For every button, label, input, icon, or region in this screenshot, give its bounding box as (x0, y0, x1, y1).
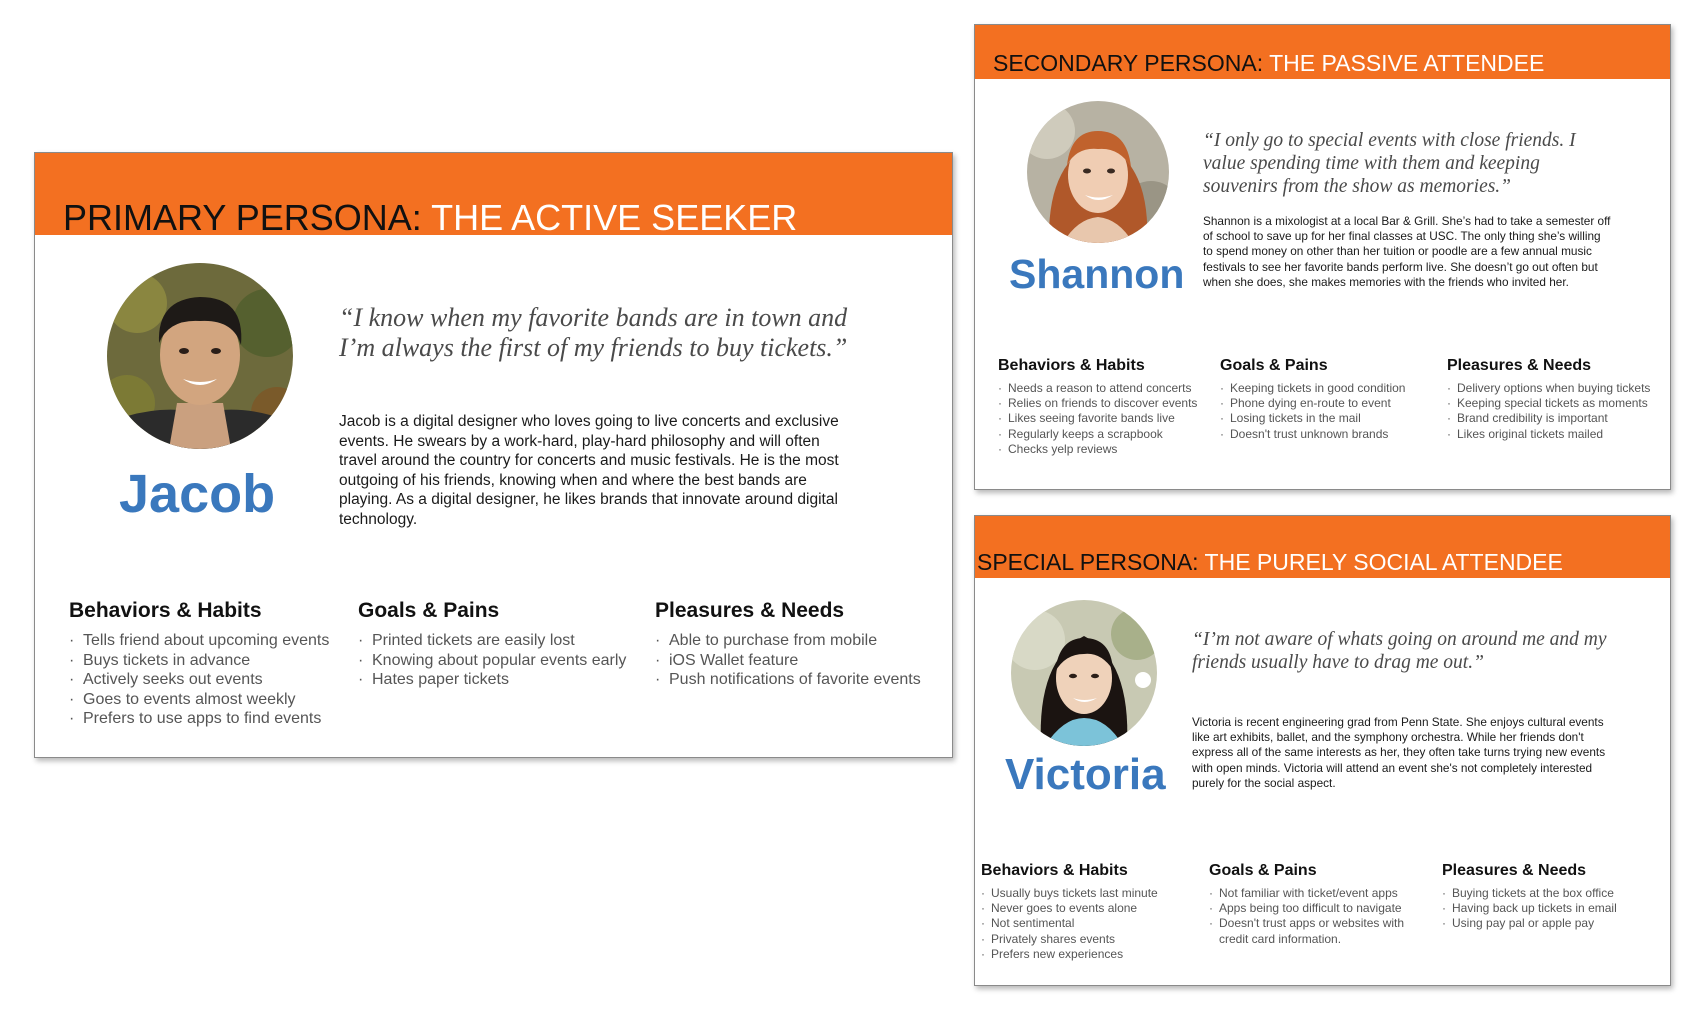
column-heading: Behaviors & Habits (998, 357, 1145, 374)
list-item: · Having back up tickets in email (1442, 901, 1617, 916)
list-item: · Never goes to events alone (981, 901, 1158, 916)
list-item: · Doesn't trust apps or websites with credit card information. (1209, 916, 1424, 946)
primary-title-accent: THE ACTIVE SEEKER (431, 197, 798, 238)
list-item: · Push notifications of favorite events (655, 670, 921, 690)
secondary-persona-title (993, 50, 1544, 77)
list-item: · Likes seeing favorite bands live (998, 411, 1197, 426)
primary-title-label: PRIMARY PERSONA: (63, 197, 422, 238)
list-item: · Keeping special tickets as moments (1447, 396, 1650, 411)
column-heading: Pleasures & Needs (1442, 862, 1587, 879)
victoria-avatar (1011, 600, 1157, 746)
list-item: · Knowing about popular events early (358, 651, 626, 671)
list-item: · Checks yelp reviews (998, 442, 1197, 457)
list-item: · Apps being too difficult to navigate (1209, 901, 1424, 916)
list-item: · iOS Wallet feature (655, 651, 921, 671)
list-item: · Buys tickets in advance (69, 651, 329, 671)
column-heading: Pleasures & Needs (655, 599, 845, 622)
list-item: · Usually buys tickets last minute (981, 886, 1158, 901)
list-item: · Brand credibility is important (1447, 411, 1650, 426)
persona-quote: “I only go to special events with close friends. I value spending time with them and keeping souvenirs from the show as memories.” (1203, 130, 1576, 197)
column-heading: Goals & Pains (1209, 862, 1317, 879)
list-item: · Prefers to use apps to find events (69, 709, 329, 729)
list-item: · Regularly keeps a scrapbook (998, 427, 1197, 442)
special-title-label: SPECIAL PERSONA: (977, 549, 1199, 575)
special-persona-card (974, 515, 1671, 986)
column-heading: Goals & Pains (358, 599, 500, 622)
pleasures-needs-column (1447, 357, 1650, 442)
goals-pains-column (1220, 357, 1405, 442)
list-item: · Buying tickets at the box office (1442, 886, 1617, 901)
behaviors-habits-column (981, 862, 1158, 962)
list-item: · Hates paper tickets (358, 670, 626, 690)
list-item: · Needs a reason to attend concerts (998, 381, 1197, 396)
secondary-title-accent: THE PASSIVE ATTENDEE (1269, 50, 1545, 76)
special-persona-title (977, 549, 1563, 576)
list-item: · Goes to events almost weekly (69, 690, 329, 710)
primary-persona-title (63, 197, 797, 239)
shannon-avatar (1027, 101, 1169, 243)
list-item: · Losing tickets in the mail (1220, 411, 1405, 426)
column-heading: Goals & Pains (1220, 357, 1328, 374)
goals-pains-column (1209, 862, 1424, 947)
list-item: · Privately shares events (981, 932, 1158, 947)
list-item: · Phone dying en-route to event (1220, 396, 1405, 411)
list-item: · Delivery options when buying tickets (1447, 381, 1650, 396)
list-item: · Likes original tickets mailed (1447, 427, 1650, 442)
list-item: · Using pay pal or apple pay (1442, 916, 1617, 931)
persona-quote: “I’m not aware of whats going on around me and my friends usually have to drag me out.” (1192, 629, 1607, 673)
persona-name: Victoria (1005, 750, 1166, 799)
jacob-avatar (107, 263, 293, 449)
list-item: · Able to purchase from mobile (655, 631, 921, 651)
persona-bio: Shannon is a mixologist at a local Bar & Grill. She’s had to take a semester off of school to save up for her final classes at USC. The only thing she’s willing to spend money on other than her tuition or poodle are a few annual music festivals to see her favorite bands perform live. She doesn’t go out often but when she does, she makes memories with the friends who invited her. (1203, 214, 1611, 289)
list-item: · Doesn't trust unknown brands (1220, 427, 1405, 442)
behaviors-habits-column (998, 357, 1197, 457)
secondary-persona-card (974, 24, 1671, 490)
pleasures-needs-column (1442, 862, 1617, 932)
list-item: · Printed tickets are easily lost (358, 631, 626, 651)
column-heading: Behaviors & Habits (69, 599, 262, 622)
list-item: · Prefers new experiences (981, 947, 1158, 962)
persona-name: Shannon (1009, 251, 1185, 297)
persona-bio: Jacob is a digital designer who loves going to live concerts and exclusive events. He swears by a work-hard, play-hard philosophy and will often travel around the country for concerts and music festivals. He is the most outgoing of his friends, knowing when and where the best bands are playing. As a digital designer, he likes brands that innovate around digital technology. (339, 413, 839, 528)
goals-pains-column (358, 599, 626, 690)
behaviors-habits-column (69, 599, 329, 729)
list-item: · Keeping tickets in good condition (1220, 381, 1405, 396)
special-title-accent: THE PURELY SOCIAL ATTENDEE (1204, 549, 1563, 575)
list-item: · Not sentimental (981, 916, 1158, 931)
list-item: · Tells friend about upcoming events (69, 631, 329, 651)
persona-quote: “I know when my favorite bands are in town and I’m always the first of my friends to buy tickets.” (339, 303, 848, 362)
column-heading: Pleasures & Needs (1447, 357, 1592, 374)
persona-bio: Victoria is recent engineering grad from Penn State. She enjoys cultural events like art exhibits, ballet, and the symphony orchestra. While her friends don't express all of the same interests as her, they often take turns trying new events with open minds. Victoria will attend an event she's not completely interested purely for the social aspect. (1192, 715, 1606, 790)
secondary-title-label: SECONDARY PERSONA: (993, 50, 1264, 76)
persona-name: Jacob (119, 464, 276, 524)
column-heading: Behaviors & Habits (981, 862, 1128, 879)
primary-persona-card (34, 152, 953, 758)
list-item: · Actively seeks out events (69, 670, 329, 690)
pleasures-needs-column (655, 599, 921, 690)
list-item: · Relies on friends to discover events (998, 396, 1197, 411)
list-item: · Not familiar with ticket/event apps (1209, 886, 1424, 901)
